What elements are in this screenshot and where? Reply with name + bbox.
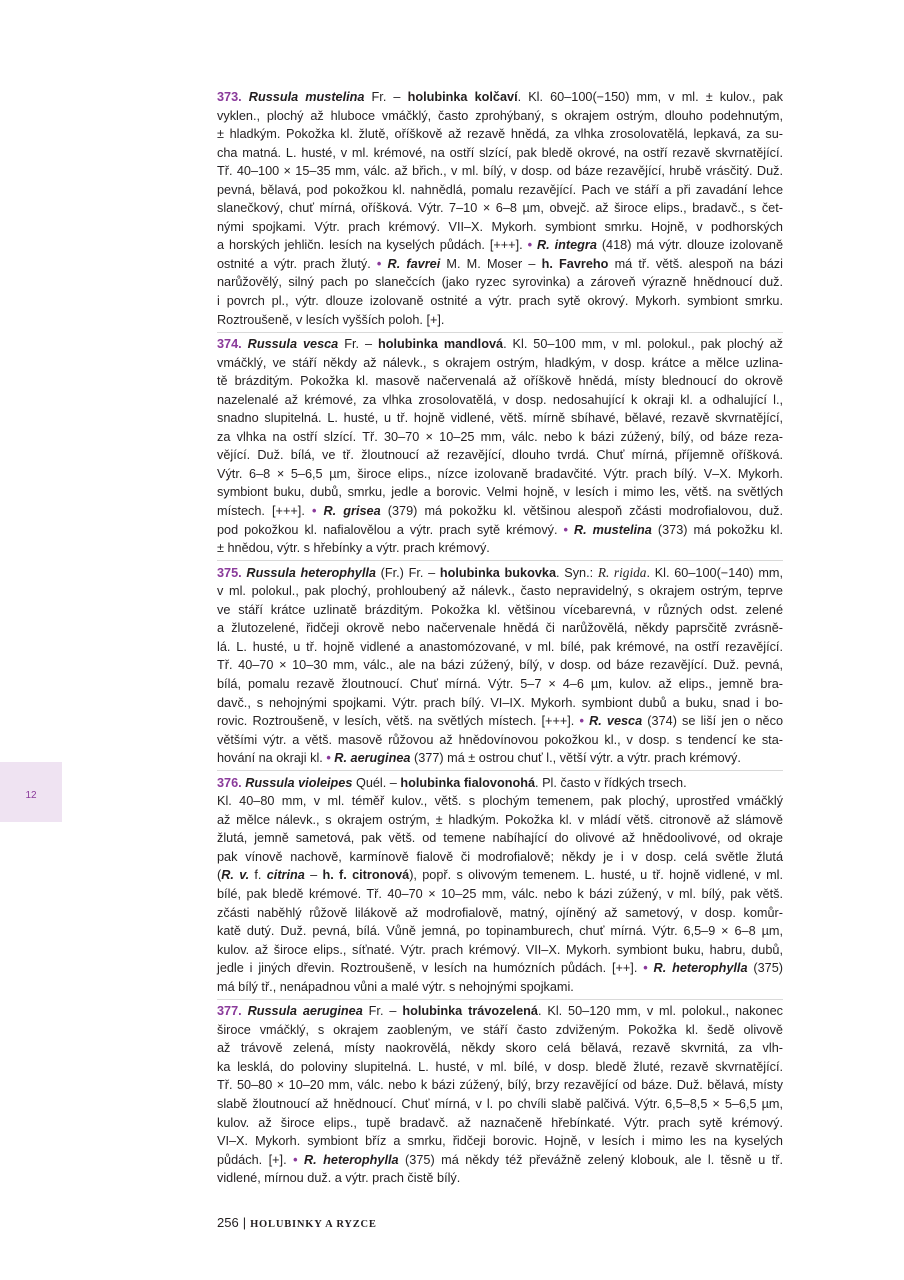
body-text: f.	[249, 868, 267, 883]
line-text	[217, 430, 783, 444]
czech-name: holubinka fialovonohá	[400, 775, 536, 790]
line-text	[217, 1060, 783, 1074]
line-text	[217, 961, 783, 975]
body-text: vmáčklý, ve stáří někdy až nálevk., s okrajem ostrým, hladkým, v dosp. krátce a mělce uzlina-	[217, 355, 783, 370]
text-line	[217, 483, 783, 502]
text-line	[217, 619, 783, 638]
body-text: až mělce nálevk., s okrajem ostrým, ± hladkým. Pokožka kl. v mládí větš. citronově až slámově	[217, 812, 783, 827]
entry-number: 376.	[217, 775, 242, 790]
body-text: ), popř. s olivovým temenem. L. husté, u tř. hojně vidlené, v ml.	[409, 868, 783, 883]
body-text: tě brázditým. Pokožka kl. masově načervenalá až oříškově hnědá, místy blednoucí do okrově	[217, 374, 783, 389]
bullet-marker: •	[376, 256, 382, 271]
text-line	[217, 885, 783, 904]
body-text: ka lesklá, do poloviny slupitelná. L. husté, v ml. bílé, v dosp. bledě žluté, rezavě skvrnatějící.	[217, 1059, 783, 1074]
body-text: Roztroušeně, v lesích vyšších poloh. [+].	[217, 312, 445, 327]
text-line	[217, 465, 783, 484]
line-text	[217, 294, 783, 308]
body-text: slabě žloutnoucí až hnědnoucí. Chuť mírná, v l. po chvíli slabě palčivá. Výtr. 6,5–8,5 × 5–6,5 µm,	[217, 1096, 783, 1111]
body-text: Fr. –	[364, 90, 408, 104]
text-line	[217, 107, 783, 126]
body-text: (374) se liší jen o něco	[642, 714, 783, 729]
body-text: bílé, pak bledě krémové. Tř. 40–70 × 10–25 mm, válc. nebo k bázi zúžený, v ml. bílý, pak větš.	[217, 886, 783, 901]
bullet-marker: •	[563, 522, 568, 537]
body-text: široce vmáčklý, s okrajem zaobleným, ve stáří často zdviženým. Pokožka kl. šedě olivově	[217, 1022, 783, 1037]
body-text: ostnité a výtr. prach žlutý.	[217, 256, 377, 271]
line-text	[217, 924, 783, 938]
taxon-name: R. grisea	[323, 504, 381, 519]
line-text	[217, 696, 783, 710]
text-line	[217, 582, 783, 601]
bullet-marker: •	[527, 238, 533, 253]
text-line	[217, 1095, 783, 1114]
text-line	[217, 144, 783, 163]
species-entry	[217, 774, 783, 997]
line-text	[217, 584, 783, 598]
body-text: (375) má někdy též převážně zelený klobouk, ale l. těsně u tř.	[398, 1152, 783, 1167]
entry-number: 373.	[217, 90, 242, 104]
body-text: cha matná. L. husté, v ml. krémové, na ostří slzící, pak bledě okrové, na ostří rezavě skvrnatějící.	[217, 145, 784, 160]
text-line	[217, 811, 783, 830]
body-text: a horských jehličn. lesích na kyselých půdách. [+++].	[217, 238, 528, 253]
body-text: . Kl. 50–100 mm, v ml. polokul., pak plochý až	[503, 337, 783, 352]
body-text: i povrch pl., výtr. dlouze izolovaně ostnité a výtr. prach sytě okrový. Mykorh. symbiont smrku.	[217, 294, 783, 309]
text-line	[217, 1002, 783, 1021]
bullet-marker: •	[643, 961, 648, 976]
line-text	[217, 313, 444, 327]
bullet-marker: •	[579, 714, 584, 729]
body-text: Fr. –	[362, 1004, 403, 1019]
taxon-name: R. vesca	[589, 714, 643, 729]
page-footer	[217, 1214, 377, 1232]
line-text	[217, 776, 687, 790]
body-text: pak vínově nachově, karmínově fialově či modrofialově; někdy je i v dosp. celá světle žlutá	[217, 849, 783, 864]
body-text: (	[217, 868, 222, 883]
text-line	[217, 391, 783, 410]
body-text: má tř. větš. alespoň na bázi	[608, 256, 783, 271]
entry-divider	[217, 560, 783, 561]
taxon-name: citrina	[266, 868, 305, 883]
text-line	[217, 539, 783, 558]
body-text: . Kl. 60–100(−150) mm, v ml. ± kulov., pak	[517, 90, 784, 104]
line-text	[217, 238, 783, 252]
body-text: . Pl. často v řídkých trsech.	[535, 775, 687, 790]
text-line	[217, 521, 783, 540]
body-text: vyklen., plochý až hluboce vmáčklý, často zprohýbaný, s okrajem ostrým, dlouho podehnutým,	[217, 108, 783, 123]
text-line	[217, 409, 783, 428]
taxon-name: R. heterophylla	[653, 961, 748, 976]
text-line	[217, 218, 783, 237]
body-text: místech. [+++].	[217, 504, 312, 519]
line-text	[217, 751, 741, 765]
text-line	[217, 564, 783, 583]
body-text: většími výtr. a větš. masově růžovou až hnědovínovou pokožkou kl., v dosp. s tendencí ke sta-	[217, 732, 783, 747]
text-line	[217, 694, 783, 713]
body-text: . Kl. 60–100(−140) mm,	[646, 565, 783, 580]
text-line	[217, 656, 783, 675]
species-entry	[217, 88, 783, 329]
czech-name: holubinka mandlová	[377, 337, 504, 352]
line-text	[217, 1097, 783, 1111]
running-head: HOLUBINKY A RYZCE	[250, 1219, 377, 1230]
line-text	[217, 90, 783, 104]
body-text: půdách. [+].	[217, 1152, 294, 1167]
text-line	[217, 236, 783, 255]
line-text	[217, 887, 783, 901]
text-line	[217, 922, 783, 941]
body-text: hování na okraji kl.	[217, 751, 327, 766]
body-text: (Fr.) Fr. –	[375, 565, 440, 580]
line-text	[217, 1153, 783, 1167]
text-line	[217, 88, 783, 107]
text-line	[217, 1076, 783, 1095]
body-text: ± hladkým. Pokožka kl. žlutě, oříškově až rezavě hnědá, za vlhka zrosolovatělá, lepkavá, za su-	[217, 127, 784, 142]
body-text: bílá, pomalu rezavě žloutnoucí. Chuť mírná. Výtr. 5–7 × 4–6 µm, kulov. až elips., jemně bra-	[217, 676, 783, 691]
text-line	[217, 675, 783, 694]
line-text	[217, 794, 783, 808]
entry-number: 374.	[217, 337, 242, 352]
entry-divider	[217, 999, 783, 1000]
body-text: pevná, bělavá, pod pokožkou kl. nahnědlá, pomalu rezavějící. Pach ve stáří a při zavadání lehce	[217, 182, 783, 197]
line-text	[217, 523, 783, 537]
line-text	[217, 658, 783, 672]
line-text	[217, 337, 783, 351]
body-text: narůžovělý, silný pach po slanečcích (jako ryzec syrovinka) a zároveň výrazně hnědnoucí duž.	[217, 275, 783, 290]
entry-divider	[217, 770, 783, 771]
body-text: davč., s nehojnými spojkami. Výtr. prach bílý. VI–IX. Mykorh. symbiont dubů a buku, snad i bo-	[217, 695, 783, 710]
text-line	[217, 1039, 783, 1058]
line-text	[217, 980, 574, 994]
body-text: má bílý tř., nenápadnou vůni a malé výtr. s nehojnými spojkami.	[217, 979, 574, 994]
line-text	[217, 448, 783, 462]
line-text	[217, 201, 783, 215]
text-line	[217, 1151, 783, 1170]
bullet-marker: •	[326, 751, 331, 766]
text-line	[217, 502, 783, 521]
taxon-name: R. heterophylla	[304, 1152, 399, 1167]
line-text	[217, 943, 783, 957]
body-text: (373) má pokožku kl.	[651, 522, 783, 537]
line-text	[217, 813, 783, 827]
line-text	[217, 1004, 783, 1018]
body-text: Tř. 40–100 × 15–35 mm, válc. až břich., v ml. bílý, v dosp. od báze rezavějící, hrubě vrásčitý. Duž.	[217, 164, 783, 179]
line-text	[217, 541, 490, 555]
entry-number: 375.	[217, 565, 242, 580]
text-line	[217, 1132, 783, 1151]
body-text: M. M. Moser –	[440, 256, 542, 271]
taxon-name: Russula aeruginea	[247, 1004, 363, 1019]
text-line	[217, 959, 783, 978]
taxon-name: R. mustelina	[573, 522, 652, 537]
line-text	[217, 850, 783, 864]
body-text: Fr. –	[338, 337, 378, 352]
taxon-name: R. aeruginea	[334, 751, 411, 766]
body-text: Tř. 40–70 × 10–30 mm, válc., ale na bázi zúžený, bílý, v dosp. od báze rezavějící. Duž. pevná,	[217, 658, 783, 673]
body-text: katě dutý. Duž. pevná, bílá. Vůně jemná, po topinamburech, chuť mírná. Výtr. 6,5–9 × 6–8 µm,	[217, 924, 783, 939]
text-line	[217, 638, 783, 657]
line-text	[217, 868, 783, 882]
body-text: kulov. až široce elips., tupě bradavč. až naznačeně hřebínkaté. Výtr. prach sytě krémový.	[217, 1115, 783, 1130]
body-text: Tř. 50–80 × 10–20 mm, válc. nebo k bázi zúžený, bílý, brzy rezavějící od báze. Duž. bělavá, místy	[217, 1078, 784, 1093]
text-line	[217, 1169, 783, 1188]
body-text: VI–X. Mykorh. symbiont bříz a smrku, řidčeji borovic. Hojně, v lesích i mimo les na kyselých	[217, 1134, 783, 1149]
taxon-name: R. integra	[536, 238, 597, 253]
body-text: symbiont buku, dubů, smrku, jedle a borovic. Velmi hojně, v lesích i mimo les, větš. na světlých	[217, 485, 784, 500]
body-text: kulov. až široce elips., síťnaté. Výtr. prach krémový. VII–X. Mykorh. symbiont buku, habru, dubů,	[217, 942, 783, 957]
czech-name: h. Favreho	[541, 256, 609, 271]
species-entry	[217, 1002, 783, 1187]
body-text: a žlutozelené, řidčeji okrově nebo načervenale hnědá či narůžovělá, někdy paprsčitě zvrásně-	[217, 621, 783, 636]
text-line	[217, 372, 783, 391]
line-text	[217, 733, 783, 747]
line-text	[217, 127, 783, 141]
taxon-name: R. v.	[221, 868, 250, 883]
taxon-name: Russula heterophylla	[246, 565, 376, 580]
body-text: snadno slupitelná. L. husté, u tř. hojně vidlené, větš. mírně sbíhavé, bělavé, rezavě skvrnatějící,	[217, 411, 783, 426]
czech-name: holubinka trávozelená	[402, 1004, 538, 1019]
czech-name: h. f. citronová	[322, 868, 410, 883]
body-text: za vlhka na ostří slzící. Tř. 30–70 × 10–25 mm, válc. nebo k bázi zúžený, bílý, od báze reza-	[217, 429, 783, 444]
body-text: vidlené, mírnou duž. a výtr. prach čistě bílý.	[217, 1171, 461, 1186]
body-text: (377) má ± ostrou chuť l., větší výtr. a výtr. prach krémový.	[410, 751, 741, 766]
czech-name: holubinka kolčaví	[407, 90, 518, 104]
text-line	[217, 601, 783, 620]
line-text	[217, 220, 783, 234]
footer-separator: |	[242, 1215, 247, 1230]
line-text	[217, 1078, 783, 1092]
body-text: –	[304, 868, 323, 883]
line-text	[217, 677, 783, 691]
body-text: Kl. 40–80 mm, v ml. téměř kulov., větš. s plochým temenem, pak plochý, uprostřed vmáčklý	[217, 794, 783, 809]
body-text: (375)	[747, 961, 783, 976]
text-line	[217, 866, 783, 885]
text-line	[217, 829, 783, 848]
text-line	[217, 335, 783, 354]
line-text	[217, 164, 783, 178]
body-text: (418) má výtr. dlouze izolovaně	[596, 238, 784, 253]
text-line	[217, 125, 783, 144]
taxon-name: Russula vesca	[247, 337, 339, 352]
body-text: ± hnědou, výtr. s hřebínky a výtr. prach krémový.	[217, 541, 490, 556]
line-text	[217, 411, 783, 425]
line-text	[217, 467, 783, 481]
line-text	[217, 257, 783, 271]
text-line	[217, 446, 783, 465]
page-number: 256	[217, 1215, 239, 1230]
line-text	[217, 831, 783, 845]
line-text	[217, 1116, 783, 1130]
chapter-number: 12	[25, 789, 37, 801]
line-text	[217, 374, 783, 388]
text-line	[217, 1058, 783, 1077]
text-line	[217, 712, 783, 731]
taxon-name: Russula mustelina	[248, 90, 365, 104]
text-line	[217, 978, 783, 997]
line-text	[217, 1023, 783, 1037]
line-text	[217, 183, 783, 197]
text-line	[217, 292, 783, 311]
body-text: v ml. polokul., pak plochý, prohloubený až nálevk., často nepravidelný, s okrajem ostrým, teprve	[217, 584, 783, 599]
text-line	[217, 848, 783, 867]
body-text: žlutá, jemně sametová, pak větš. od temene nabíhající do olivové až hnědoolivové, od okraje	[217, 831, 783, 846]
body-text: lá. L. husté, u tř. hojně vidlené a anastomózované, v ml. bílé, pak krémové, na ostří rezavějící.	[217, 639, 783, 654]
text-line	[217, 1114, 783, 1133]
body-text: zčásti naběhlý růžově lilákově až modrofialově, matný, ojíněný až sametový, v dosp. komůr-	[217, 905, 783, 920]
body-text: jedle i jiných dřevin. Roztroušeně, v lesích na humózních půdách. [++].	[217, 961, 644, 976]
text-line	[217, 428, 783, 447]
line-text	[217, 640, 783, 654]
line-text	[217, 906, 783, 920]
body-text: . Kl. 50–120 mm, v ml. polokul., nakonec	[537, 1004, 783, 1019]
line-text	[217, 109, 783, 123]
text-line	[217, 774, 783, 793]
line-text	[217, 504, 783, 518]
entry-divider	[217, 332, 783, 333]
text-line	[217, 904, 783, 923]
line-text	[217, 356, 783, 370]
line-text	[217, 393, 783, 407]
text-line	[217, 162, 783, 181]
body-text: nazelenalé až krémové, za vlhka zrosolovatělá, v dosp. nedosahující k okraji kl. a odhalující l.,	[217, 392, 783, 407]
line-text	[217, 1041, 783, 1055]
body-text: ve stáří krátce uzlinatě brázditým. Pokožka kl. většinou vícebarevná, v různých odst. zelené	[217, 602, 783, 617]
text-line	[217, 941, 783, 960]
text-line	[217, 181, 783, 200]
line-text	[217, 146, 783, 160]
chapter-tab	[0, 762, 62, 822]
taxon-name: R. favrei	[387, 256, 441, 271]
line-text	[217, 275, 783, 289]
body-text: rovic. Roztroušeně, v lesích, větš. na světlých místech. [+++].	[217, 714, 580, 729]
line-text	[217, 1171, 460, 1185]
text-line	[217, 354, 783, 373]
body-text: až trávově zelená, místy naokrovělá, někdy skoro celá bělavá, rezavě skvrnitá, za vlh-	[217, 1041, 783, 1056]
taxon-name: Russula violeipes	[245, 775, 353, 790]
text-line	[217, 1021, 783, 1040]
text-line	[217, 749, 783, 768]
body-text: vějící. Duž. bílá, ve tř. žloutnoucí až rezavějící, dlouho tvrdá. Chuť mírná, příjemně oříšková.	[217, 448, 783, 463]
line-text	[217, 1134, 783, 1148]
line-text	[217, 603, 783, 617]
body-text: Quél. –	[352, 775, 401, 790]
body-text: (379) má pokožku kl. většinou alespoň zčásti modrofialovou, duž.	[380, 504, 784, 519]
text-line	[217, 731, 783, 750]
text-line	[217, 273, 783, 292]
body-text: pod pokožkou kl. nafialovělou a výtr. prach sytě krémový.	[217, 522, 564, 537]
czech-name: holubinka bukovka	[439, 565, 557, 580]
entry-number: 377.	[217, 1004, 242, 1019]
body-text: nými spojkami. Výtr. prach krémový. VII–X. Mykorh. symbiont smrku. Hojně, v podhorských	[217, 219, 783, 234]
species-entries	[217, 88, 783, 1188]
body-text: . Syn.:	[556, 565, 598, 580]
text-line	[217, 199, 783, 218]
line-text	[217, 566, 783, 580]
body-text	[242, 90, 249, 104]
text-line	[217, 792, 783, 811]
bullet-marker: •	[293, 1152, 298, 1167]
body-text: Výtr. 6–8 × 5–6,5 µm, široce elips., nízce izolovaně bradavčité. Výtr. prach bílý. V–X. Mykorh.	[217, 466, 783, 481]
text-line	[217, 311, 783, 330]
bullet-marker: •	[311, 504, 317, 519]
line-text	[217, 714, 783, 728]
species-entry	[217, 564, 783, 768]
species-entry	[217, 335, 783, 558]
line-text	[217, 621, 783, 635]
italic-text: R. rigida	[597, 564, 647, 580]
line-text	[217, 485, 783, 499]
text-line	[217, 255, 783, 274]
body-text: slanečkový, chuť mírná, oříšková. Výtr. 7–10 × 6–8 µm, obvejč. až široce elips., bradavč., s čet-	[217, 201, 783, 216]
